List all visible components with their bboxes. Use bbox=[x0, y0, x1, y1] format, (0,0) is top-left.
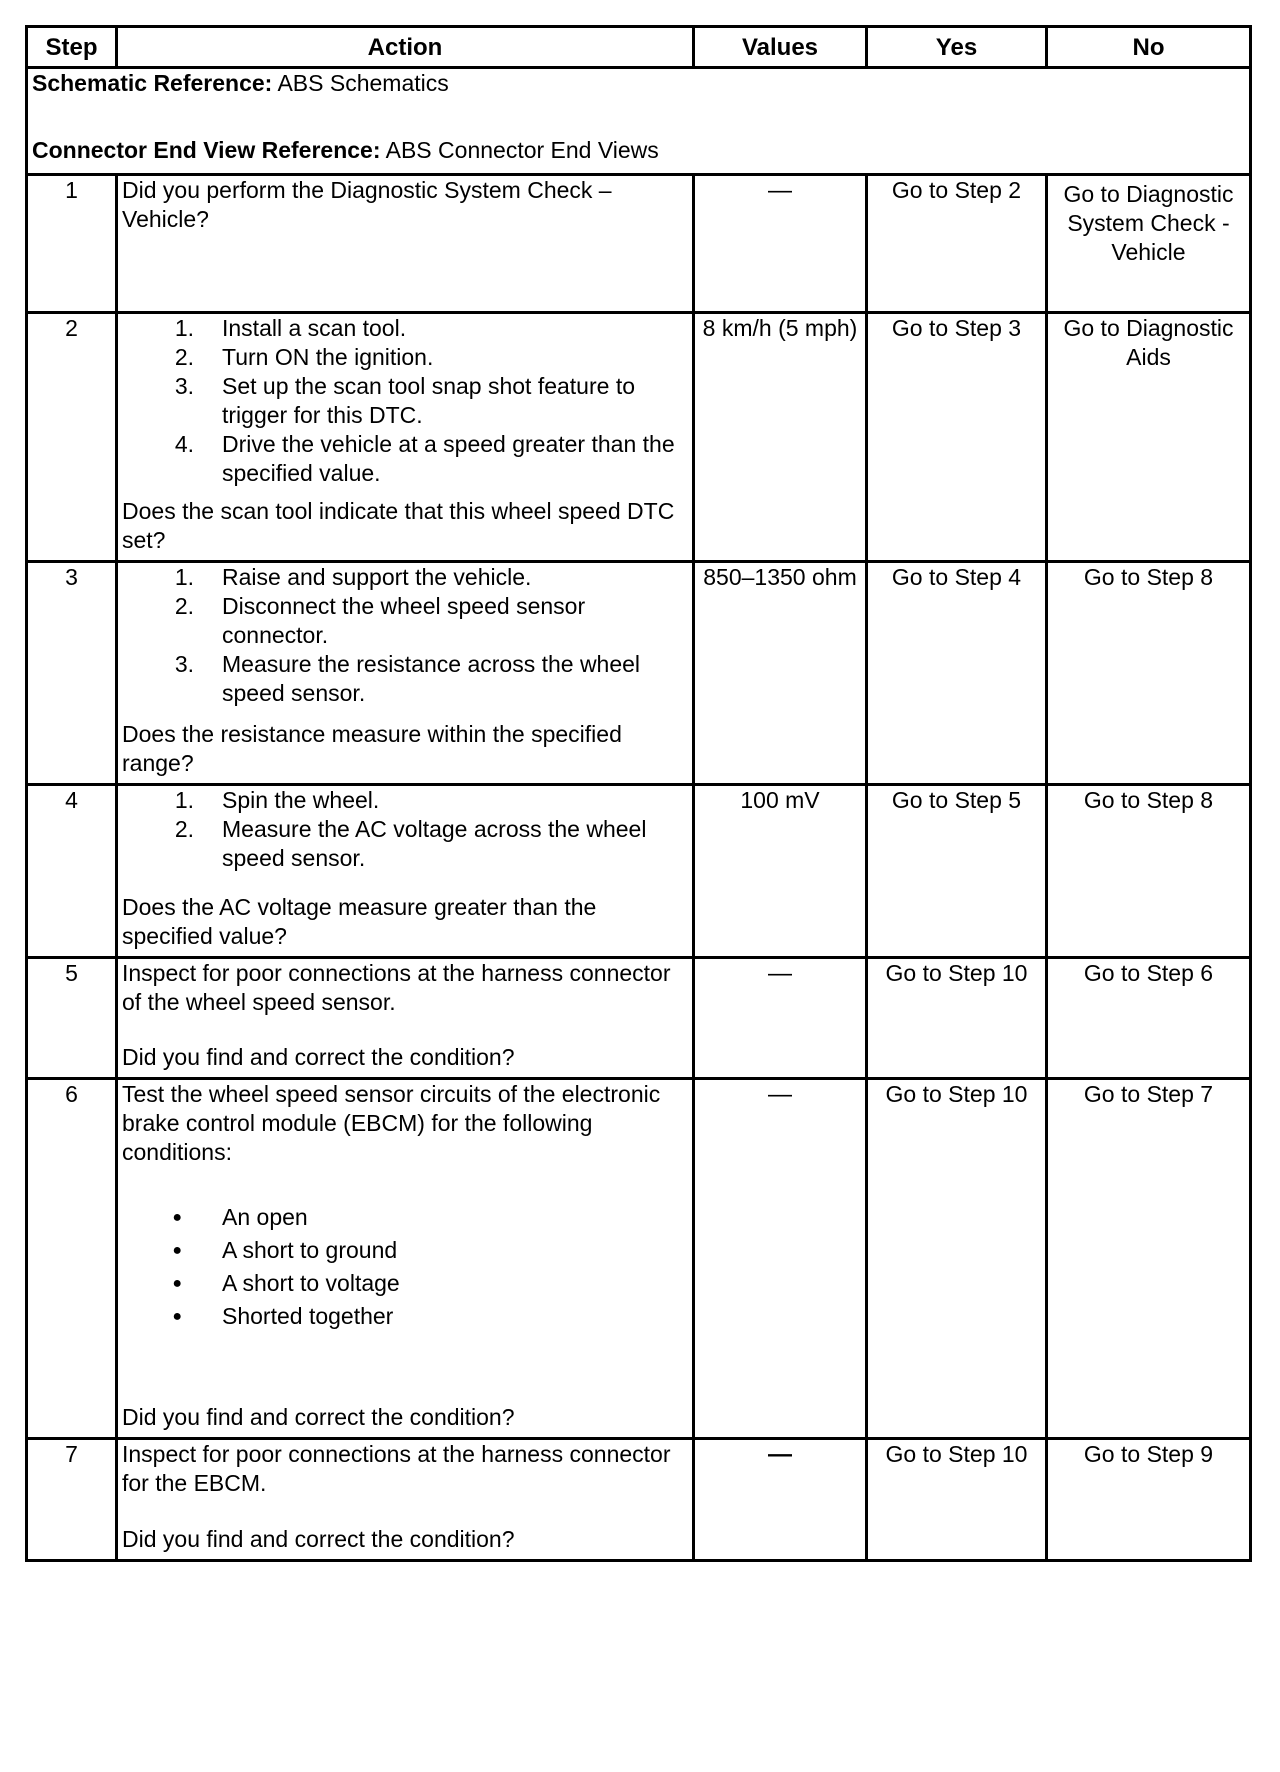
table-row bbox=[27, 1079, 1251, 1439]
table-row bbox=[27, 1439, 1251, 1561]
header-yes: Yes bbox=[867, 27, 1047, 68]
action-question: Did you find and correct the condition? bbox=[122, 1526, 515, 1552]
action-cell bbox=[117, 562, 694, 785]
yes-link[interactable]: Go to Step 5 bbox=[867, 785, 1047, 958]
no-link[interactable]: Go to Step 7 bbox=[1047, 1079, 1251, 1439]
action-cell bbox=[117, 785, 694, 958]
list-item: ● A short to ground bbox=[172, 1237, 398, 1263]
value-cell: 850–1350 ohm bbox=[694, 562, 867, 785]
diagnostic-table bbox=[25, 25, 1252, 1562]
no-link[interactable]: Go to Diagnostic Aids bbox=[1047, 313, 1251, 562]
table-row bbox=[27, 175, 1251, 313]
table-row bbox=[27, 958, 1251, 1079]
schematic-reference: Schematic Reference: ABS Schematics bbox=[32, 70, 449, 96]
table-row bbox=[27, 313, 1251, 562]
action-cell bbox=[117, 1439, 694, 1561]
no-link[interactable]: Go to Step 8 bbox=[1047, 562, 1251, 785]
no-link[interactable]: Go to Step 8 bbox=[1047, 785, 1251, 958]
yes-link[interactable]: Go to Step 4 bbox=[867, 562, 1047, 785]
step-number: 7 bbox=[27, 1439, 117, 1561]
step-number: 1 bbox=[27, 175, 117, 313]
value-cell: 8 km/h (5 mph) bbox=[694, 313, 867, 562]
value-cell: 100 mV bbox=[694, 785, 867, 958]
list-item: ● Shorted together bbox=[172, 1303, 394, 1329]
header-no: No bbox=[1047, 27, 1251, 68]
no-link[interactable]: Go to Step 9 bbox=[1047, 1439, 1251, 1561]
step-number: 3 bbox=[27, 562, 117, 785]
reference-cell bbox=[27, 68, 1251, 175]
action-cell bbox=[117, 1079, 694, 1439]
action-cell bbox=[117, 958, 694, 1079]
no-link[interactable]: Go to Diagnostic System Check - Vehicle bbox=[1047, 175, 1251, 313]
connector-reference-link[interactable]: ABS Connector End Views bbox=[385, 137, 659, 163]
step-number: 2 bbox=[27, 313, 117, 562]
action-cell bbox=[117, 313, 694, 562]
list-item: ● An open bbox=[172, 1204, 308, 1230]
no-link[interactable]: Go to Step 6 bbox=[1047, 958, 1251, 1079]
action-steps: 1. Spin the wheel. 2. Measure the AC voltage across the wheel speed sensor. bbox=[174, 787, 647, 871]
value-cell: — bbox=[694, 1439, 867, 1561]
action-text: Inspect for poor connections at the harness connector of the wheel speed sensor. bbox=[122, 960, 671, 1015]
action-steps: 1. Install a scan tool. 2. Turn ON the ignition. 3. Set up the scan tool snap shot feature to trigger for this DTC. 4. Drive the vehicle at a speed greater than the specified value. bbox=[174, 315, 675, 486]
action-question: Does the scan tool indicate that this wheel speed DTC set? bbox=[122, 498, 675, 553]
condition-list bbox=[122, 1201, 688, 1333]
step-number: 6 bbox=[27, 1079, 117, 1439]
yes-link[interactable]: Go to Step 2 bbox=[867, 175, 1047, 313]
header-values: Values bbox=[694, 27, 867, 68]
yes-link[interactable]: Go to Step 10 bbox=[867, 958, 1047, 1079]
yes-link[interactable]: Go to Step 10 bbox=[867, 1439, 1047, 1561]
connector-reference: Connector End View Reference: ABS Connector End Views bbox=[32, 137, 659, 163]
header-action: Action bbox=[117, 27, 694, 68]
table-row bbox=[27, 785, 1251, 958]
header-row bbox=[27, 27, 1251, 68]
action-cell bbox=[117, 175, 694, 313]
header-step: Step bbox=[27, 27, 117, 68]
reference-row bbox=[27, 68, 1251, 175]
action-text: Did you perform the Diagnostic System Check – Vehicle? bbox=[122, 177, 612, 232]
yes-link[interactable]: Go to Step 3 bbox=[867, 313, 1047, 562]
schematic-reference-link[interactable]: ABS Schematics bbox=[277, 70, 449, 96]
action-question: Does the resistance measure within the specified range? bbox=[122, 721, 622, 776]
action-text: Test the wheel speed sensor circuits of the electronic brake control module (EBCM) for the following conditions: bbox=[122, 1081, 661, 1165]
value-cell: — bbox=[694, 958, 867, 1079]
yes-link[interactable]: Go to Step 10 bbox=[867, 1079, 1047, 1439]
action-steps: 1. Raise and support the vehicle. 2. Disconnect the wheel speed sensor connector. 3. Measure the resistance across the wheel speed sensor. bbox=[174, 564, 641, 706]
value-cell: — bbox=[694, 1079, 867, 1439]
action-text: Inspect for poor connections at the harness connector for the EBCM. bbox=[122, 1441, 671, 1496]
action-question: Does the AC voltage measure greater than the specified value? bbox=[122, 894, 597, 949]
step-number: 5 bbox=[27, 958, 117, 1079]
list-item: ● A short to voltage bbox=[172, 1270, 400, 1296]
value-cell: — bbox=[694, 175, 867, 313]
action-question: Did you find and correct the condition? bbox=[122, 1044, 515, 1070]
action-question: Did you find and correct the condition? bbox=[122, 1404, 515, 1430]
step-number: 4 bbox=[27, 785, 117, 958]
table-row bbox=[27, 562, 1251, 785]
